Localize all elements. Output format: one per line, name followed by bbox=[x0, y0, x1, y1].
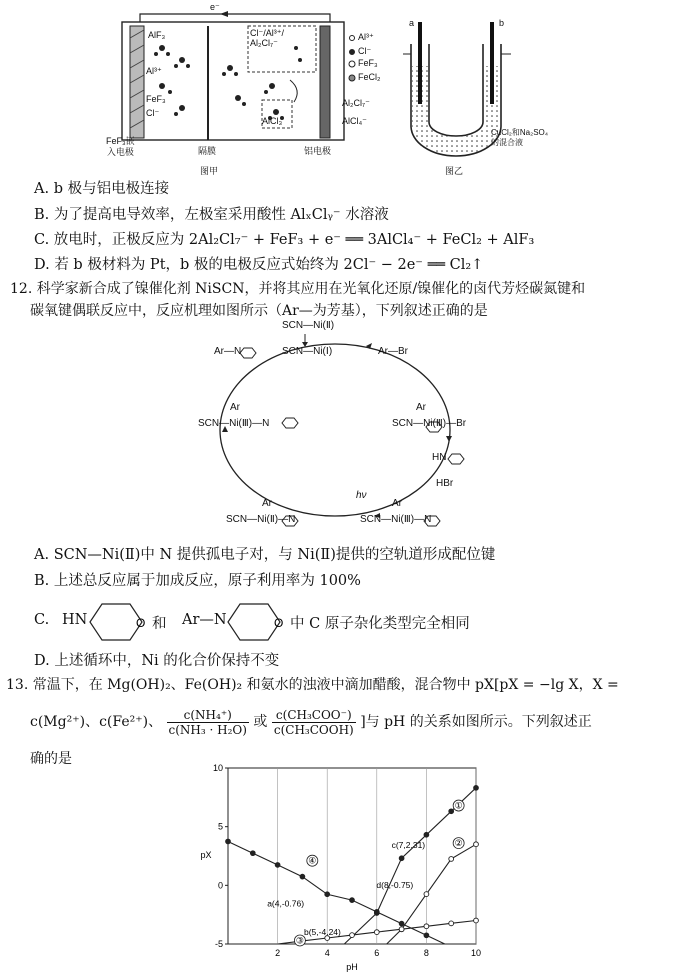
series-label: ③ bbox=[295, 935, 304, 946]
cycle-ar-out: Ar—N bbox=[214, 346, 242, 357]
data-point bbox=[300, 874, 305, 879]
data-point bbox=[275, 863, 280, 868]
cycle-left-ar: Ar bbox=[230, 402, 240, 413]
x-tick-label: 8 bbox=[423, 948, 429, 958]
q12-option-c-and: 和 bbox=[152, 616, 167, 632]
cycle-top: SCN—Ni(Ⅰ) bbox=[282, 346, 333, 357]
plot-frame bbox=[228, 768, 476, 944]
y-axis-label: pX bbox=[200, 850, 212, 860]
cycle-right: SCN—Ni(Ⅲ)—Br bbox=[392, 418, 467, 429]
u-tube-diagram bbox=[395, 14, 575, 174]
x-tick-label: 2 bbox=[275, 948, 281, 958]
data-point bbox=[350, 898, 355, 903]
figure-caption-jia: 图甲 bbox=[200, 166, 219, 176]
data-point bbox=[449, 921, 454, 926]
right-species-alcl4: AlCl₄⁻ bbox=[342, 116, 367, 126]
q11-option-c: C. 放电时，正极反应为 2Al₂Cl₇⁻ + FeF₃ + e⁻ ══ 3AlCl₄⁻ + FeCl₂ + AlF₃ bbox=[34, 232, 535, 248]
px-ph-chart-svg bbox=[190, 760, 500, 975]
q13-fraction-acetate bbox=[272, 708, 356, 737]
data-point bbox=[374, 909, 379, 914]
data-point bbox=[449, 857, 454, 862]
point-annotation: c(7,2.31) bbox=[391, 840, 426, 851]
right-electrode-label: 铝电极 bbox=[304, 146, 332, 156]
left-species-cl: Cl⁻ bbox=[146, 108, 160, 118]
data-point bbox=[325, 892, 330, 897]
data-point bbox=[250, 851, 255, 856]
cycle-bottom-right: SCN—Ni(Ⅲ)—N bbox=[360, 514, 432, 525]
solution-label: CuCl₂和Na₂SO₄ 的混合液 bbox=[491, 128, 549, 147]
electrode-a-label: a bbox=[409, 18, 415, 28]
figure-jia bbox=[100, 2, 390, 176]
electrode-b-label: b bbox=[499, 18, 505, 28]
y-tick-label: 10 bbox=[212, 763, 223, 773]
q12-option-b: B. 上述总反应属于加成反应，原子利用率为 100% bbox=[34, 573, 361, 589]
svg-text:O: O bbox=[136, 616, 146, 630]
q11-option-a: A. b 极与铝电极连接 bbox=[34, 181, 170, 197]
data-point bbox=[424, 832, 429, 837]
q13-or: 或 bbox=[253, 714, 268, 730]
px-ph-chart bbox=[190, 760, 500, 975]
q13-frac2-den: c(CH₃COOH) bbox=[273, 722, 354, 737]
point-annotation: a(4,-0.76) bbox=[267, 898, 305, 909]
data-point bbox=[424, 924, 429, 929]
point-annotation: b(5,-4.24) bbox=[304, 927, 341, 938]
q12-stem-line1: 12. 科学家新合成了镍催化剂 NiSCN，并将其应用在光氧化还原/镍催化的卤代芳烃碳氮键和 bbox=[10, 281, 586, 297]
q11-option-b: B. 为了提高电导效率，左极室采用酸性 AlₓClᵧ⁻ 水溶液 bbox=[34, 207, 389, 223]
morpholine-ring-icon-2 bbox=[224, 600, 284, 644]
q12-option-a: A. SCN—Ni(Ⅱ)中 N 提供孤电子对，与 Ni(Ⅱ)提供的空轨道形成配位键 bbox=[34, 547, 496, 563]
q11-option-d: D. 若 b 极材料为 Pt，b 极的电极反应式始终为 2Cl⁻ − 2e⁻ ══ Cl₂↑ bbox=[34, 257, 484, 273]
cycle-top-in: SCN—Ni(Ⅱ) bbox=[282, 320, 335, 331]
q13-stem-line2 bbox=[30, 700, 592, 744]
cycle-bottom-right-ar: Ar bbox=[392, 498, 402, 509]
y-tick-label: 0 bbox=[217, 880, 223, 891]
series-label: ① bbox=[454, 800, 463, 811]
x-axis-label: pH bbox=[346, 962, 358, 972]
cell-diagram bbox=[100, 8, 390, 173]
left-species-alf3: AlF₃ bbox=[148, 30, 166, 40]
x-tick-label: 10 bbox=[470, 948, 482, 958]
right-species-al3: Al³⁺ bbox=[358, 32, 374, 42]
data-point bbox=[350, 933, 355, 938]
cycle-hn: HN bbox=[432, 452, 447, 463]
point-annotation: d(8,-0.75) bbox=[376, 880, 414, 891]
data-point bbox=[424, 933, 429, 938]
cycle-hv: hν bbox=[356, 490, 367, 501]
cycle-arbr: Ar—Br bbox=[378, 346, 408, 357]
data-point bbox=[474, 785, 479, 790]
q13-fraction-nh4 bbox=[167, 708, 249, 737]
series-label: ④ bbox=[308, 855, 317, 866]
alcl3-label: AlCl₃ bbox=[262, 116, 283, 126]
data-point bbox=[399, 921, 404, 926]
left-species-al3: Al³⁺ bbox=[146, 66, 162, 76]
x-tick-label: 4 bbox=[324, 948, 330, 958]
right-species-al2cl7: Al₂Cl₇⁻ bbox=[342, 98, 370, 108]
q13-frac1-den: c(NH₃ · H₂O) bbox=[168, 722, 247, 737]
right-species-fef3: FeF₃ bbox=[358, 58, 378, 68]
q13-frac1-num: c(NH₄⁺) bbox=[167, 708, 249, 723]
q12-option-c bbox=[34, 598, 554, 646]
data-point bbox=[449, 809, 454, 814]
q12-option-c-prefix: C. bbox=[34, 612, 50, 628]
figure-caption-yi: 图乙 bbox=[445, 166, 464, 176]
left-species-fef3: FeF₃ bbox=[146, 94, 166, 104]
cycle-hbr: HBr bbox=[436, 478, 454, 489]
y-tick-label: -5 bbox=[214, 939, 223, 949]
data-point bbox=[399, 856, 404, 861]
morpholine-ring-icon bbox=[86, 600, 146, 644]
cycle-right-ar: Ar bbox=[416, 402, 426, 413]
data-point bbox=[399, 927, 404, 932]
catalytic-cycle bbox=[170, 320, 500, 538]
box-label: Cl⁻/Al³⁺/ Al₂Cl₇⁻ bbox=[250, 28, 285, 48]
q13-stem-tail: ]与 pH 的关系如图所示。下列叙述正 bbox=[360, 714, 592, 730]
q12-option-c-ar: Ar—N bbox=[182, 612, 227, 628]
data-point bbox=[474, 918, 479, 923]
q13-frac2-num: c(CH₃COO⁻) bbox=[272, 708, 356, 723]
membrane-label: 隔膜 bbox=[198, 146, 217, 156]
x-tick-label: 6 bbox=[374, 948, 380, 958]
q13-stem-line3: 确的是 bbox=[30, 751, 72, 767]
y-tick-label: 5 bbox=[217, 821, 223, 832]
series-line-1 bbox=[344, 788, 476, 944]
q12-option-c-post: 中 C 原子杂化类型完全相同 bbox=[290, 616, 470, 632]
q12-option-d: D. 上述循环中，Ni 的化合价保持不变 bbox=[34, 653, 280, 669]
data-point bbox=[374, 930, 379, 935]
electron-label: e⁻ bbox=[210, 2, 220, 12]
cycle-left: SCN—Ni(Ⅲ)—N bbox=[198, 418, 270, 429]
data-point bbox=[474, 842, 479, 847]
right-species-fecl2: FeCl₂ bbox=[358, 72, 381, 82]
cycle-bottom-left: SCN—Ni(Ⅱ)—N bbox=[226, 514, 296, 525]
cycle-bottom-left-ar: Ar bbox=[262, 498, 272, 509]
left-electrode-label: FeF₃嵌 入电极 bbox=[106, 136, 135, 157]
data-point bbox=[226, 839, 231, 844]
q12-option-c-hn: HN bbox=[62, 612, 88, 628]
svg-text:O: O bbox=[274, 616, 284, 630]
data-point bbox=[424, 892, 429, 897]
q13-stem-species: c(Mg²⁺)、c(Fe²⁺)、 bbox=[30, 714, 163, 730]
q13-stem-line1: 13. 常温下，在 Mg(OH)₂、Fe(OH)₂ 和氨水的浊液中滴加醋酸，混合物中 pX[pX = −lg X，X = bbox=[6, 677, 619, 693]
series-label: ② bbox=[454, 838, 463, 849]
right-species-cl: Cl⁻ bbox=[358, 46, 372, 56]
figure-yi bbox=[395, 14, 575, 174]
q12-stem-line2: 碳氧键偶联反应中，反应机理如图所示（Ar—为芳基），下列叙述正确的是 bbox=[30, 303, 488, 319]
